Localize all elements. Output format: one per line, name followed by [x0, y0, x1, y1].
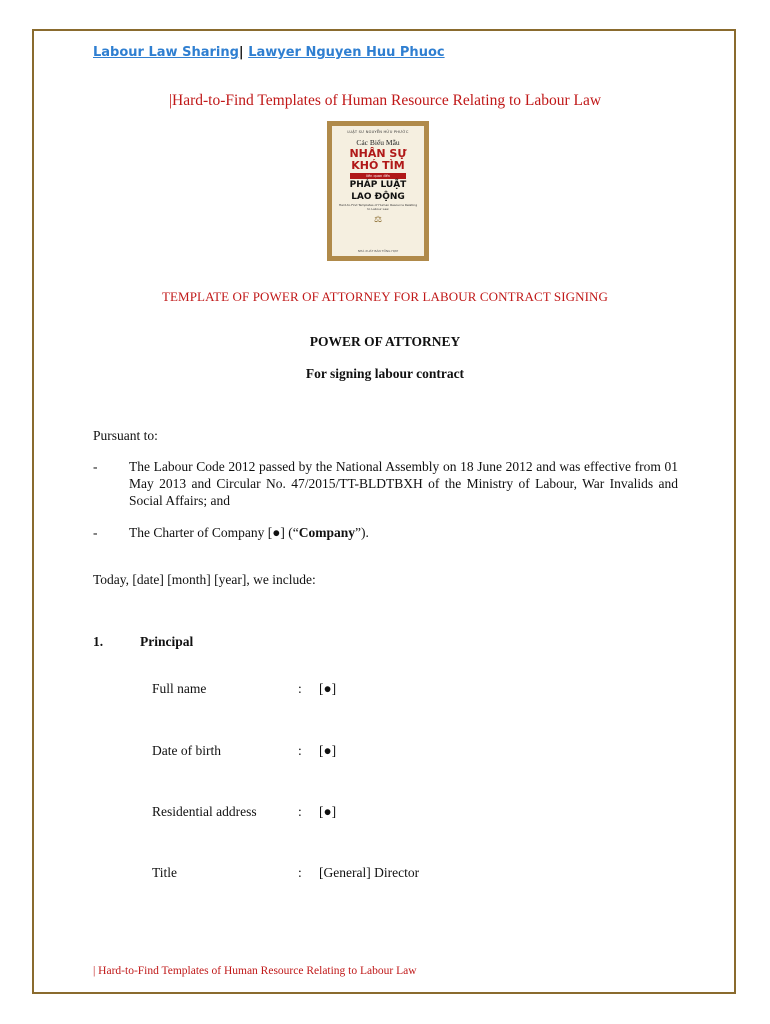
- list-item-labour-code: The Labour Code 2012 passed by the National Assembly on 18 June 2012 and was effective from 01 May 2013 and Circular No. 47/2015/TT-BLDTBXH of the Ministry of Labour, War Invalids and Social Affairs; and: [129, 459, 678, 508]
- template-title: TEMPLATE OF POWER OF ATTORNEY FOR LABOUR CONTRACT SIGNING: [161, 289, 609, 304]
- list-dash: -: [93, 459, 98, 474]
- document-heading: |Hard-to-Find Templates of Human Resource Relating to Labour Law: [168, 92, 602, 109]
- book-author: LUẬT SƯ NGUYỄN HỮU PHƯỚC: [347, 130, 409, 134]
- field-value-residential-address: [●]: [319, 804, 337, 819]
- field-label-title: Title: [152, 865, 178, 880]
- pursuant-label: Pursuant to:: [93, 428, 158, 443]
- book-line5: LAO ĐỘNG: [351, 191, 405, 202]
- book-cover-image: [327, 121, 429, 261]
- poa-subtitle: For signing labour contract: [305, 366, 465, 381]
- header-links: [93, 45, 445, 60]
- book-line2: NHÂN SỰ: [349, 147, 407, 160]
- field-colon: :: [298, 804, 302, 819]
- book-line4: PHÁP LUẬT: [349, 180, 407, 190]
- charter-text-post: ”).: [355, 525, 369, 540]
- book-band: liên quan đến: [350, 173, 406, 179]
- field-value-title: [General] Director: [319, 865, 420, 880]
- book-line1: Các Biểu Mẫu: [356, 138, 400, 147]
- list-item-charter: [129, 524, 369, 541]
- field-label-date-of-birth: Date of birth: [152, 743, 221, 758]
- section-number: 1.: [93, 634, 104, 649]
- field-value-date-of-birth: [●]: [319, 743, 337, 758]
- list-dash: -: [93, 525, 98, 540]
- charter-text-pre: The Charter of Company [●] (“: [129, 525, 299, 540]
- field-colon: :: [298, 681, 302, 696]
- book-english-title: Hard-to-Find Templates of Human Resource Relating to Labour Law: [338, 203, 418, 211]
- lawyer-name-link[interactable]: Lawyer Nguyen Huu Phuoc: [248, 45, 445, 60]
- field-colon: :: [298, 743, 302, 758]
- charter-company-term: Company: [298, 525, 355, 540]
- field-value-full-name: [●]: [319, 681, 337, 696]
- field-label-full-name: Full name: [152, 681, 207, 696]
- page-footer: | Hard-to-Find Templates of Human Resource Relating to Labour Law: [93, 965, 417, 977]
- poa-title: POWER OF ATTORNEY: [309, 334, 461, 349]
- labour-law-sharing-link[interactable]: Labour Law Sharing: [93, 45, 239, 60]
- scales-icon: ⚖: [373, 215, 383, 226]
- header-separator: |: [238, 45, 244, 60]
- book-publisher: NHÀ XUẤT BẢN TỔNG HỢP: [357, 249, 399, 253]
- book-line3: KHÓ TÌM: [351, 159, 405, 172]
- section-title: Principal: [140, 634, 194, 649]
- today-line: Today, [date] [month] [year], we include:: [93, 572, 316, 587]
- field-colon: :: [298, 865, 302, 880]
- field-label-residential-address: Residential address: [152, 804, 257, 819]
